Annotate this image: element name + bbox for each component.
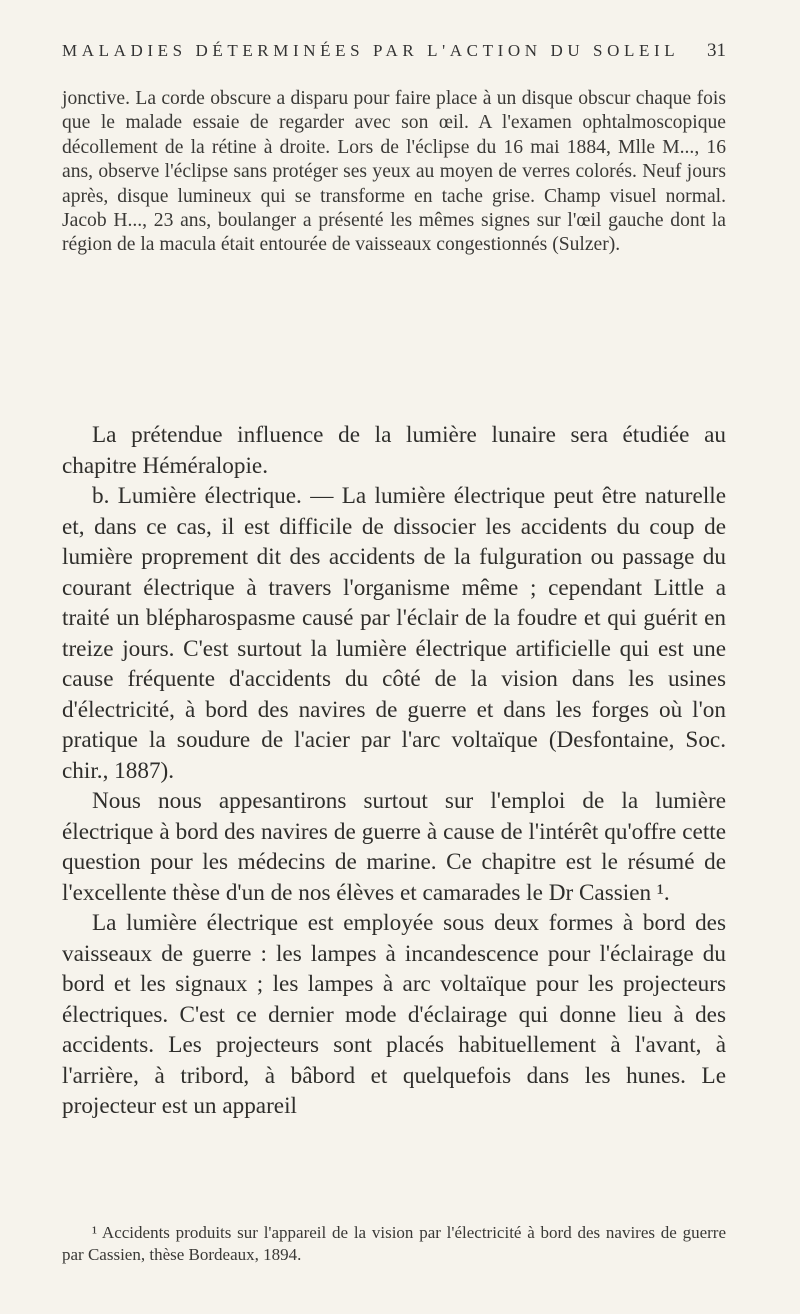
paragraph-lunar-light: La prétendue influence de la lumière lunaire sera étudiée au chapitre Héméralopie. xyxy=(62,422,726,479)
paragraph-two-forms: La lumière électrique est employée sous deux formes à bord des vaisseaux de guerre : les lampes à incandescence pour l'éclairage du bord et les signaux ; les lampes à arc voltaïque pour les projecteurs électriques. C'est ce dernier mode d'éclairage qui donne lieu à des accidents. Les projecteurs sont placés habituellement à l'avant, à l'arrière, à tribord, à bâbord et quelquefois dans les hunes. Le projecteur est un appareil xyxy=(62,910,726,1119)
page-header xyxy=(62,40,726,62)
running-head: MALADIES DÉTERMINÉES PAR L'ACTION DU SOLEIL xyxy=(62,41,680,60)
paragraph-navy-ships: Nous nous appesantirons surtout sur l'emploi de la lumière électrique à bord des navires de guerre à cause de l'intérêt qu'offre cette question pour les médecins de marine. Ce chapitre est le résumé de l'excellente thèse d'un de nos élèves et camarades le Dr Cassien ¹. xyxy=(62,788,726,906)
footnote xyxy=(62,1222,726,1266)
small-print-paragraph xyxy=(62,87,726,258)
page-number: 31 xyxy=(707,40,726,61)
paragraph-electric-light: b. Lumière électrique. — La lumière électrique peut être naturelle et, dans ce cas, il est difficile de dissocier les accidents du coup de lumière proprement dit des accidents de la fulguration ou passage du courant électrique à travers l'organisme même ; cependant Little a traité un blépharospasme causé par l'éclair de la foudre et qui guérit en treize jours. C'est surtout la lumière électrique artificielle qui est une cause fréquente d'accidents du côté de la vision dans les usines d'électricité, à bord des navires de guerre et dans les forges où l'on pratique la soudure de l'acier par l'arc voltaïque (Desfontaine, Soc. chir., 1887). xyxy=(62,483,726,784)
small-print-text: jonctive. La corde obscure a disparu pour faire place à un disque obscur chaque fois que le malade essaie de regarder avec son œil. A l'examen ophtalmoscopique décollement de la rétine à droite. Lors de l'éclipse du 16 mai 1884, Mlle M..., 16 ans, observe l'éclipse sans protéger ses yeux au moyen de verres colorés. Neuf jours après, disque lumineux qui se transforme en tache grise. Champ visuel normal. Jacob H..., 23 ans, boulanger a présenté les mêmes signes sur l'œil gauche dont la région de la macula était entourée de vaisseaux congestionnés (Sulzer). xyxy=(62,88,726,256)
footnote-text: ¹ Accidents produits sur l'appareil de la vision par l'électricité à bord des navires de guerre par Cassien, thèse Bordeaux, 1894. xyxy=(62,1223,726,1264)
main-text xyxy=(62,420,726,1122)
